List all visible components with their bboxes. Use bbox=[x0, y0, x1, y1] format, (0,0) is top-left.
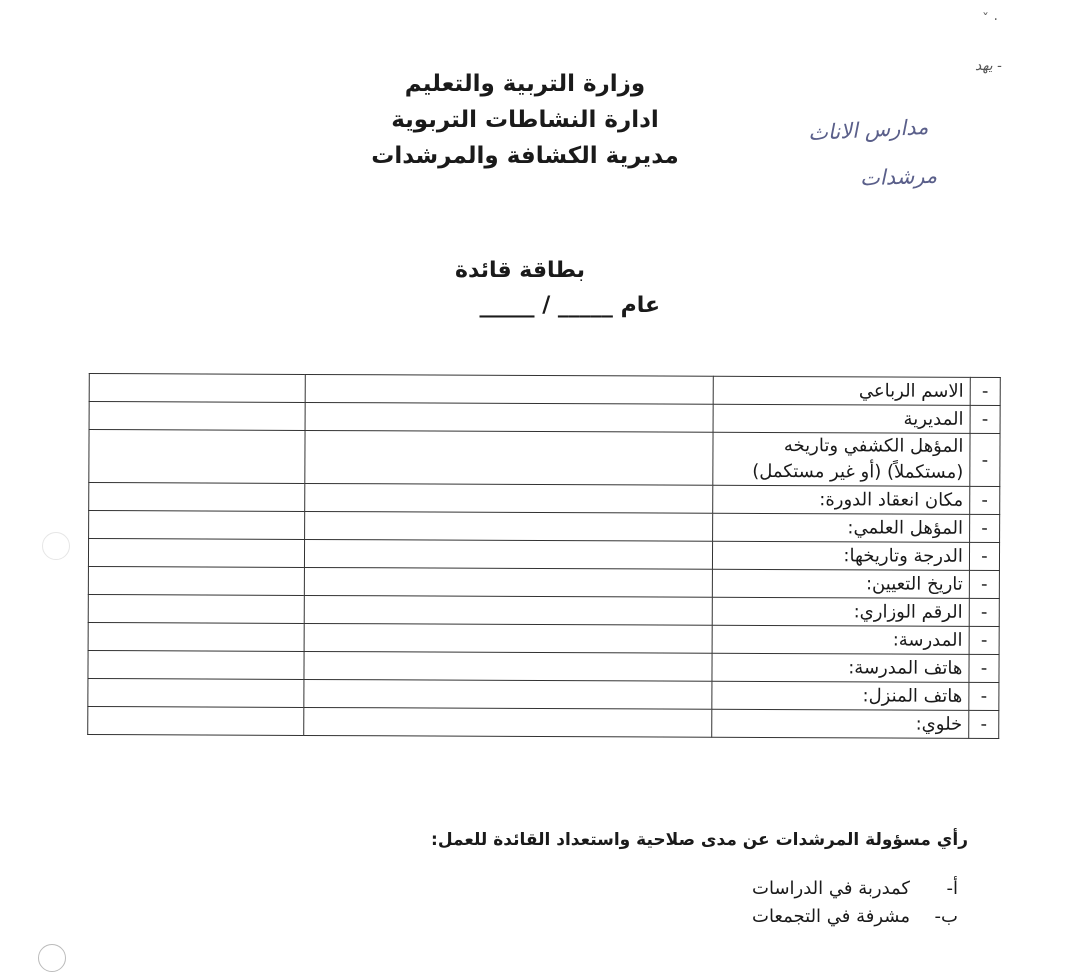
row-bullet: - bbox=[969, 710, 999, 738]
table-row bbox=[89, 483, 1000, 515]
table-row bbox=[89, 374, 1000, 406]
handwritten-note-guides: مرشدات bbox=[859, 163, 938, 191]
field-label bbox=[712, 569, 969, 598]
field-label-text: المؤهل الكشفي وتاريخه bbox=[783, 435, 964, 457]
ministry-header bbox=[360, 66, 690, 174]
field-entry-cell-extra[interactable] bbox=[88, 539, 304, 568]
field-entry-cell[interactable] bbox=[304, 567, 712, 597]
field-entry-cell[interactable] bbox=[304, 595, 712, 625]
field-entry-cell[interactable] bbox=[304, 511, 712, 541]
field-label bbox=[712, 432, 970, 486]
leader-info-table bbox=[87, 373, 1001, 739]
table-row bbox=[89, 511, 1000, 543]
field-label-text: هاتف المدرسة: bbox=[848, 656, 963, 679]
field-entry-cell[interactable] bbox=[304, 679, 712, 709]
row-bullet: - bbox=[969, 542, 999, 570]
table-row bbox=[88, 539, 999, 571]
field-entry-cell[interactable] bbox=[304, 651, 712, 681]
ministry-name: وزارة التربية والتعليم bbox=[404, 71, 646, 97]
table-row bbox=[88, 567, 999, 599]
table-row bbox=[89, 430, 1000, 487]
year-line bbox=[420, 293, 660, 318]
table-row bbox=[88, 679, 999, 711]
row-bullet: - bbox=[970, 377, 1000, 405]
field-label-text: الاسم الرباعي bbox=[858, 379, 964, 402]
table-row bbox=[88, 595, 999, 627]
option-b-text: مشرفة في التجمعات bbox=[752, 906, 910, 927]
row-bullet: - bbox=[970, 405, 1000, 433]
table-row bbox=[89, 402, 1000, 434]
scan-speck: ˇ · bbox=[982, 12, 998, 28]
field-entry-cell-extra[interactable] bbox=[89, 511, 305, 540]
field-entry-cell[interactable] bbox=[304, 539, 712, 569]
field-label bbox=[712, 597, 969, 626]
field-entry-cell[interactable] bbox=[305, 430, 713, 485]
field-label bbox=[713, 376, 970, 405]
field-entry-cell[interactable] bbox=[305, 483, 713, 513]
card-title: بطاقة قائدة bbox=[455, 258, 585, 283]
year-label: عام bbox=[620, 293, 660, 318]
field-label-text: المدرسة: bbox=[892, 629, 963, 651]
field-entry-cell-extra[interactable] bbox=[88, 707, 304, 736]
field-label-text: مكان انعقاد الدورة: bbox=[819, 488, 964, 511]
field-sublabel-text: (مستكملاً) (أو غير مستكمل) bbox=[752, 460, 964, 483]
field-entry-cell-extra[interactable] bbox=[89, 483, 305, 512]
directorate-name: مديرية الكشافة والمرشدات bbox=[371, 143, 679, 169]
field-label-text: خلوي: bbox=[915, 713, 963, 735]
option-a-text: كمدربة في الدراسات bbox=[752, 878, 910, 899]
opinion-heading: رأي مسؤولة المرشدات عن مدى صلاحية واستعداد القائدة للعمل: bbox=[431, 830, 968, 850]
department-name: ادارة النشاطات التربوية bbox=[391, 107, 659, 133]
row-bullet: - bbox=[970, 486, 1000, 514]
field-label-text: تاريخ التعيين: bbox=[865, 572, 963, 595]
handwritten-note-schools: مدارس الاناث bbox=[807, 114, 929, 146]
field-entry-cell[interactable] bbox=[305, 402, 713, 432]
table-row bbox=[88, 623, 999, 655]
option-a bbox=[640, 878, 958, 899]
table-row bbox=[88, 707, 999, 739]
field-entry-cell-extra[interactable] bbox=[88, 623, 304, 652]
row-bullet: - bbox=[969, 682, 999, 710]
field-label-text: الدرجة وتاريخها: bbox=[843, 544, 963, 567]
field-label bbox=[712, 653, 969, 682]
field-label-text: الرقم الوزاري: bbox=[853, 600, 963, 623]
handwritten-note-corner: - يهد bbox=[975, 58, 1002, 74]
option-b-letter: ب- bbox=[934, 906, 958, 927]
table-row bbox=[88, 651, 999, 683]
row-bullet: - bbox=[969, 626, 999, 654]
field-label bbox=[712, 485, 969, 514]
field-label bbox=[711, 709, 968, 738]
field-entry-cell-extra[interactable] bbox=[89, 430, 305, 484]
field-entry-cell[interactable] bbox=[305, 374, 713, 404]
field-entry-cell[interactable] bbox=[304, 707, 712, 737]
field-entry-cell-extra[interactable] bbox=[89, 402, 305, 431]
row-bullet: - bbox=[969, 514, 999, 542]
punch-hole-mark bbox=[38, 944, 66, 972]
field-label bbox=[712, 513, 969, 542]
year-blank: _____ / _____ bbox=[479, 293, 613, 318]
field-label bbox=[712, 541, 969, 570]
field-entry-cell-extra[interactable] bbox=[88, 679, 304, 708]
field-label-text: المؤهل العلمي: bbox=[847, 516, 964, 539]
option-b bbox=[640, 906, 958, 927]
field-entry-cell[interactable] bbox=[304, 623, 712, 653]
row-bullet: - bbox=[969, 654, 999, 682]
field-entry-cell-extra[interactable] bbox=[88, 595, 304, 624]
field-entry-cell-extra[interactable] bbox=[88, 567, 304, 596]
row-bullet: - bbox=[970, 433, 1000, 486]
field-label bbox=[711, 681, 968, 710]
field-entry-cell-extra[interactable] bbox=[88, 651, 304, 680]
row-bullet: - bbox=[969, 570, 999, 598]
field-label bbox=[712, 625, 969, 654]
field-label bbox=[713, 404, 970, 433]
field-label-text: هاتف المنزل: bbox=[862, 684, 963, 707]
field-entry-cell-extra[interactable] bbox=[89, 374, 305, 403]
field-label-text: المديرية bbox=[903, 408, 964, 430]
punch-hole-mark bbox=[42, 532, 70, 560]
row-bullet: - bbox=[969, 598, 999, 626]
option-a-letter: أ- bbox=[946, 878, 958, 899]
